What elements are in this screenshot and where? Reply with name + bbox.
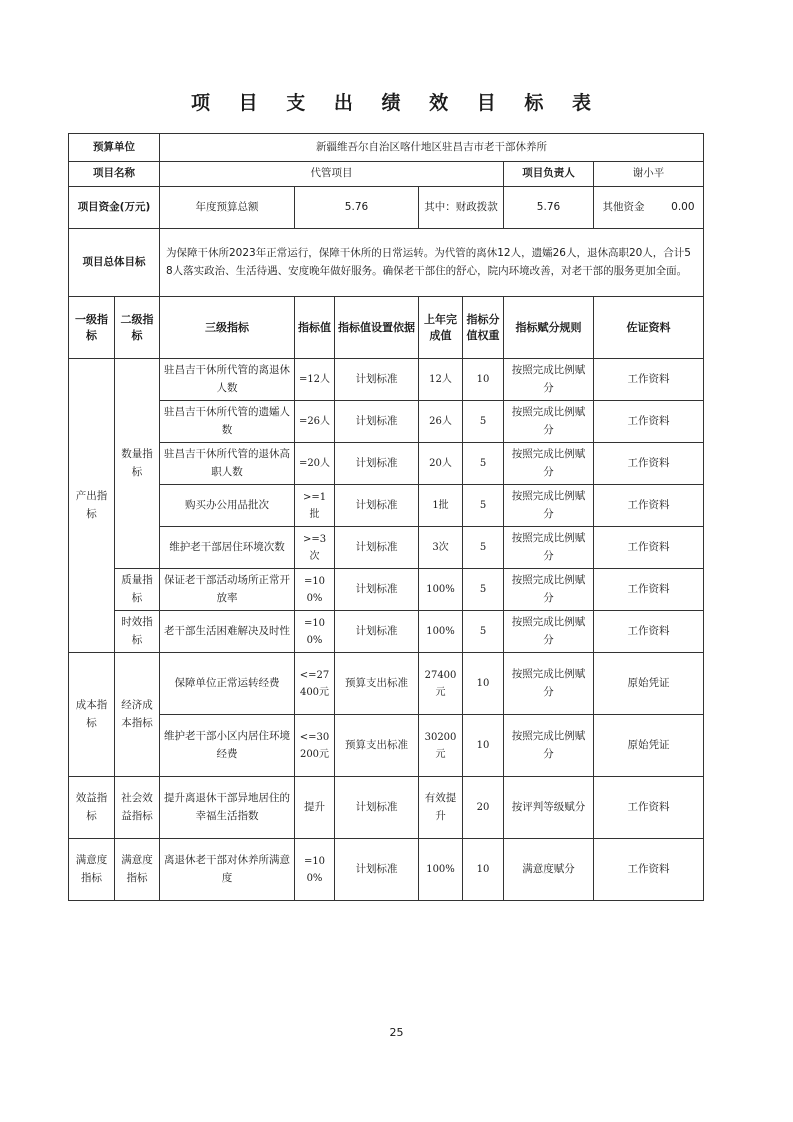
budget-unit-label: 预算单位	[69, 134, 160, 162]
indicator-last-year: 20人	[419, 443, 463, 485]
indicator-basis: 计划标准	[335, 359, 419, 401]
page-title: 项 目 支 出 绩 效 目 标 表	[191, 92, 602, 114]
header-row	[69, 297, 704, 359]
header-basis: 指标值设置依据	[335, 297, 419, 359]
indicator-value: >=3次	[295, 527, 335, 569]
indicator-rule: 按照完成比例赋分	[504, 653, 594, 715]
indicator-basis: 计划标准	[335, 777, 419, 839]
indicator-weight: 10	[463, 839, 504, 901]
indicator-name: 保障单位正常运转经费	[160, 653, 295, 715]
indicator-weight: 10	[463, 359, 504, 401]
table-row	[69, 653, 704, 715]
table-row	[69, 359, 704, 401]
overall-goal-text: 为保障干休所2023年正常运行，保障干休所的日常运转。为代管的离休12人，遗孀26人，退休高职20人，合计58人落实政治、生活待遇、安度晚年做好服务。确保老干部住的舒心，院内环境改善，对老干部的服务更加全面。	[160, 229, 704, 297]
indicator-name: 驻昌吉干休所代管的退休高职人数	[160, 443, 295, 485]
indicator-evidence: 工作资料	[594, 359, 704, 401]
other-funds-value: 0.00	[671, 200, 695, 213]
indicator-basis: 计划标准	[335, 611, 419, 653]
indicator-name: 提升离退休干部异地居住的幸福生活指数	[160, 777, 295, 839]
indicator-name: 购买办公用品批次	[160, 485, 295, 527]
indicator-name: 维护老干部小区内居住环境经费	[160, 715, 295, 777]
indicator-value: =100%	[295, 569, 335, 611]
table-row	[69, 611, 704, 653]
row-overall-goal	[69, 229, 704, 297]
indicator-weight: 10	[463, 715, 504, 777]
page-number: 25	[389, 1026, 404, 1039]
project-funds-label: 项目资金(万元)	[69, 187, 160, 229]
indicator-value: =100%	[295, 611, 335, 653]
indicator-evidence: 工作资料	[594, 569, 704, 611]
indicator-value: =12人	[295, 359, 335, 401]
indicator-basis: 计划标准	[335, 443, 419, 485]
indicator-last-year: 100%	[419, 569, 463, 611]
project-owner-value: 谢小平	[594, 162, 704, 187]
indicator-evidence: 工作资料	[594, 839, 704, 901]
indicator-rule: 按照完成比例赋分	[504, 527, 594, 569]
header-evidence: 佐证资料	[594, 297, 704, 359]
group-quality: 质量指标	[115, 569, 160, 611]
indicator-evidence: 原始凭证	[594, 715, 704, 777]
indicator-rule: 满意度赋分	[504, 839, 594, 901]
indicator-basis: 计划标准	[335, 569, 419, 611]
indicator-last-year: 26人	[419, 401, 463, 443]
header-level3: 三级指标	[160, 297, 295, 359]
group-satisfaction: 满意度指标	[69, 839, 115, 901]
indicator-rule: 按照完成比例赋分	[504, 443, 594, 485]
table-row	[69, 569, 704, 611]
indicator-weight: 5	[463, 443, 504, 485]
group-social-benefit: 社会效益指标	[115, 777, 160, 839]
indicator-evidence: 工作资料	[594, 777, 704, 839]
annual-budget-label: 年度预算总额	[160, 187, 295, 229]
indicator-last-year: 有效提升	[419, 777, 463, 839]
table-row	[69, 401, 704, 443]
indicator-last-year: 100%	[419, 839, 463, 901]
header-rule: 指标赋分规则	[504, 297, 594, 359]
indicator-value: 提升	[295, 777, 335, 839]
table-row	[69, 527, 704, 569]
indicator-weight: 5	[463, 569, 504, 611]
indicator-basis: 预算支出标准	[335, 653, 419, 715]
indicator-last-year: 27400元	[419, 653, 463, 715]
annual-budget-value: 5.76	[295, 187, 419, 229]
budget-unit-value: 新疆维吾尔自治区喀什地区驻昌吉市老干部休养所	[160, 134, 704, 162]
group-economic-cost: 经济成本指标	[115, 653, 160, 777]
row-project-name	[69, 162, 704, 187]
indicator-rule: 按照完成比例赋分	[504, 611, 594, 653]
indicator-value: <=27400元	[295, 653, 335, 715]
indicator-basis: 计划标准	[335, 839, 419, 901]
indicator-last-year: 100%	[419, 611, 463, 653]
header-last-year: 上年完成值	[419, 297, 463, 359]
table-row	[69, 839, 704, 901]
group-output: 产出指标	[69, 359, 115, 653]
indicator-rule: 按照完成比例赋分	[504, 485, 594, 527]
indicator-basis: 预算支出标准	[335, 715, 419, 777]
indicator-basis: 计划标准	[335, 485, 419, 527]
indicator-name: 保证老干部活动场所正常开放率	[160, 569, 295, 611]
indicator-evidence: 原始凭证	[594, 653, 704, 715]
indicator-rule: 按照完成比例赋分	[504, 401, 594, 443]
indicator-evidence: 工作资料	[594, 401, 704, 443]
other-funds-cell	[594, 187, 704, 229]
header-value: 指标值	[295, 297, 335, 359]
indicator-basis: 计划标准	[335, 527, 419, 569]
group-quantity: 数量指标	[115, 359, 160, 569]
indicator-name: 维护老干部居住环境次数	[160, 527, 295, 569]
group-benefit: 效益指标	[69, 777, 115, 839]
indicator-last-year: 30200元	[419, 715, 463, 777]
row-budget-unit	[69, 134, 704, 162]
indicator-weight: 5	[463, 611, 504, 653]
group-timeliness: 时效指标	[115, 611, 160, 653]
project-owner-label: 项目负责人	[504, 162, 594, 187]
fiscal-allocation-label: 其中：财政拨款	[419, 187, 504, 229]
header-level1: 一级指标	[69, 297, 115, 359]
indicator-value: =100%	[295, 839, 335, 901]
indicator-value: =20人	[295, 443, 335, 485]
indicator-weight: 10	[463, 653, 504, 715]
indicator-value: >=1批	[295, 485, 335, 527]
indicator-last-year: 3次	[419, 527, 463, 569]
row-project-funds	[69, 187, 704, 229]
project-name-label: 项目名称	[69, 162, 160, 187]
indicator-evidence: 工作资料	[594, 443, 704, 485]
fiscal-allocation-value: 5.76	[504, 187, 594, 229]
table-row	[69, 777, 704, 839]
indicator-weight: 5	[463, 485, 504, 527]
indicator-value: =26人	[295, 401, 335, 443]
indicator-basis: 计划标准	[335, 401, 419, 443]
indicator-evidence: 工作资料	[594, 611, 704, 653]
indicator-weight: 20	[463, 777, 504, 839]
project-name-value: 代管项目	[160, 162, 504, 187]
indicator-last-year: 1批	[419, 485, 463, 527]
performance-target-table	[68, 133, 704, 901]
indicator-rule: 按照完成比例赋分	[504, 715, 594, 777]
indicator-last-year: 12人	[419, 359, 463, 401]
table-row	[69, 443, 704, 485]
indicator-rule: 按评判等级赋分	[504, 777, 594, 839]
table-row	[69, 485, 704, 527]
indicator-name: 老干部生活困难解决及时性	[160, 611, 295, 653]
other-funds-label: 其他资金	[602, 200, 645, 213]
group-cost: 成本指标	[69, 653, 115, 777]
indicator-value: <=30200元	[295, 715, 335, 777]
overall-goal-label: 项目总体目标	[69, 229, 160, 297]
header-level2: 二级指标	[115, 297, 160, 359]
indicator-name: 驻昌吉干休所代管的遗孀人数	[160, 401, 295, 443]
table-row	[69, 715, 704, 777]
indicator-evidence: 工作资料	[594, 527, 704, 569]
indicator-weight: 5	[463, 401, 504, 443]
indicator-name: 驻昌吉干休所代管的离退休人数	[160, 359, 295, 401]
indicator-rule: 按照完成比例赋分	[504, 359, 594, 401]
indicator-evidence: 工作资料	[594, 485, 704, 527]
header-weight: 指标分值权重	[463, 297, 504, 359]
indicator-name: 离退休老干部对休养所满意度	[160, 839, 295, 901]
indicator-weight: 5	[463, 527, 504, 569]
group-satisfaction-sub: 满意度指标	[115, 839, 160, 901]
indicator-rule: 按照完成比例赋分	[504, 569, 594, 611]
